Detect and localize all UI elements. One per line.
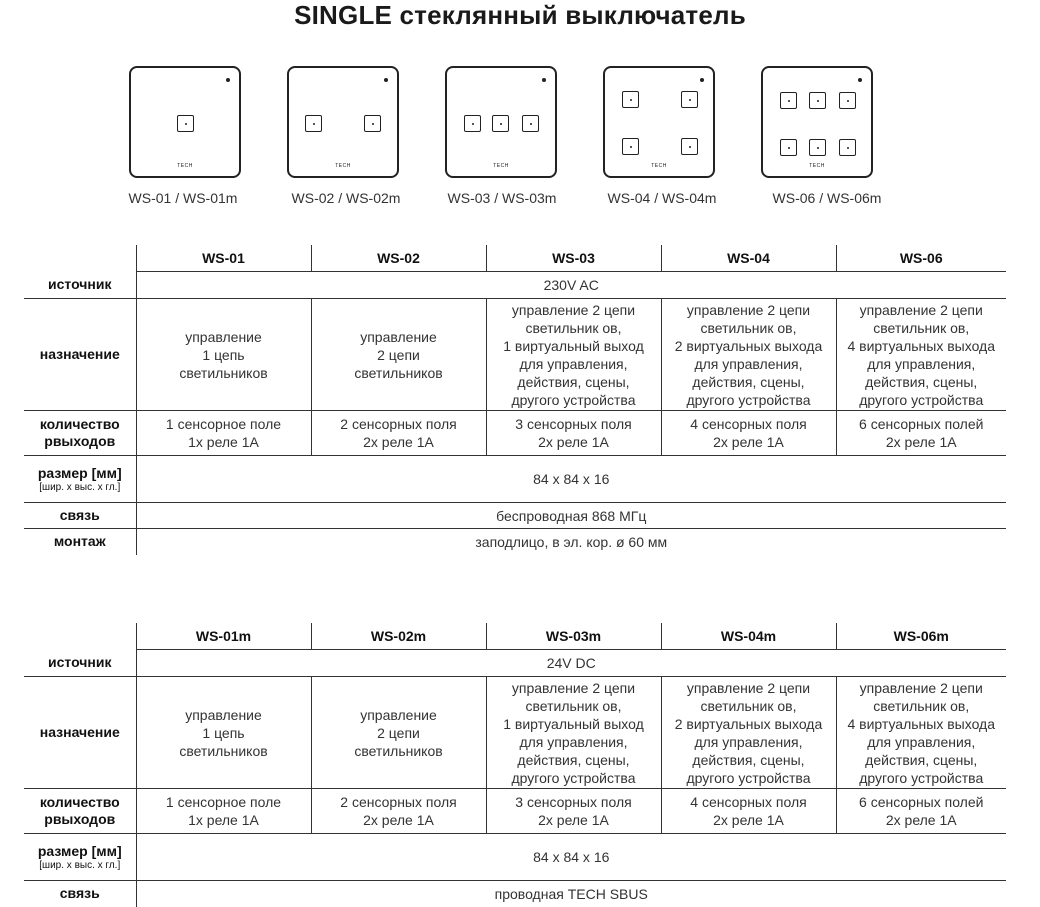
brand-logo: TECH	[493, 163, 509, 169]
indicator-led	[858, 78, 862, 82]
page-title: SINGLE стеклянный выключатель	[294, 0, 746, 30]
size-label: размер [мм]	[37, 842, 122, 859]
brand-logo: TECH	[335, 163, 351, 169]
column-header: WS-03	[486, 245, 661, 272]
touch-field-icon	[780, 139, 797, 156]
row-header-count: количество рвыходов	[24, 411, 136, 456]
row-header-link: связь	[59, 885, 100, 902]
touch-field-icon	[809, 92, 826, 109]
count-cell: 6 сенсорных полей 2x реле 1A	[836, 789, 1006, 834]
column-header: WS-02	[311, 245, 486, 272]
model-label: WS-04 / WS-04m	[607, 190, 717, 206]
indicator-led	[226, 78, 230, 82]
column-header: WS-01m	[136, 623, 311, 650]
switch-ws06-image	[761, 66, 873, 178]
row-header-purpose: назначение	[24, 677, 136, 789]
count-cell: 1 сенсорное поле 1x реле 1A	[136, 411, 311, 456]
row-header-source: источник	[24, 272, 136, 299]
purpose-cell: управление 2 цепи светильник ов, 2 виртуальных выхода для управления, действия, сцены, другого устройства	[661, 677, 836, 789]
row-header-purpose: назначение	[24, 299, 136, 411]
size-label: размер [мм]	[37, 464, 122, 481]
count-cell: 2 сенсорных поля 2x реле 1A	[311, 411, 486, 456]
indicator-led	[542, 78, 546, 82]
purpose-cell: управление 1 цепь светильников	[136, 299, 311, 411]
touch-field-icon	[522, 115, 539, 132]
touch-field-icon	[364, 115, 381, 132]
switch-ws01-image	[129, 66, 241, 178]
source-value: 230V AC	[136, 272, 1006, 299]
count-cell: 4 сенсорных поля 2x реле 1A	[661, 789, 836, 834]
row-header-mount: монтаж	[53, 533, 106, 550]
touch-field-icon	[305, 115, 322, 132]
size-value: 84 x 84 x 16	[136, 834, 1006, 881]
column-header: WS-04m	[661, 623, 836, 650]
switch-ws03-image	[445, 66, 557, 178]
link-value: проводная TECH SBUS	[136, 881, 1006, 907]
spec-table-wired	[24, 623, 1006, 907]
touch-field-icon	[622, 91, 639, 108]
purpose-cell: управление 2 цепи светильник ов, 4 виртуальных выхода для управления, действия, сцены, другого устройства	[836, 677, 1006, 789]
column-header: WS-01	[136, 245, 311, 272]
touch-field-icon	[681, 138, 698, 155]
purpose-cell: управление 2 цепи светильников	[311, 677, 486, 789]
brand-logo: TECH	[177, 163, 193, 169]
touch-field-icon	[839, 139, 856, 156]
switch-ws04-image	[603, 66, 715, 178]
purpose-cell: управление 2 цепи светильников	[311, 299, 486, 411]
size-sublabel: [шир. x выс. x гл.]	[39, 481, 121, 493]
row-header-size	[24, 456, 136, 503]
touch-field-icon	[681, 91, 698, 108]
spec-table-wireless	[24, 245, 1006, 555]
count-cell: 3 сенсорных поля 2x реле 1A	[486, 789, 661, 834]
touch-field-icon	[809, 139, 826, 156]
mount-value: заподлицо, в эл. кор. ø 60 мм	[136, 529, 1006, 555]
purpose-cell: управление 2 цепи светильник ов, 1 виртуальный выход для управления, действия, сцены, другого устройства	[486, 299, 661, 411]
count-cell: 1 сенсорное поле 1x реле 1A	[136, 789, 311, 834]
touch-field-icon	[492, 115, 509, 132]
model-label: WS-06 / WS-06m	[772, 190, 882, 206]
size-value: 84 x 84 x 16	[136, 456, 1006, 503]
indicator-led	[700, 78, 704, 82]
row-header-count: количество рвыходов	[24, 789, 136, 834]
brand-logo: TECH	[651, 163, 667, 169]
link-value: беспроводная 868 МГц	[136, 503, 1006, 529]
column-header: WS-04	[661, 245, 836, 272]
touch-field-icon	[464, 115, 481, 132]
column-header: WS-03m	[486, 623, 661, 650]
row-header-source: источник	[24, 650, 136, 677]
row-header-link: связь	[24, 503, 136, 529]
count-cell: 2 сенсорных поля 2x реле 1A	[311, 789, 486, 834]
row-header-size	[24, 834, 136, 881]
column-header: WS-02m	[311, 623, 486, 650]
count-cell: 6 сенсорных полей 2x реле 1A	[836, 411, 1006, 456]
purpose-cell: управление 2 цепи светильник ов, 4 виртуальных выхода для управления, действия, сцены, другого устройства	[836, 299, 1006, 411]
model-label: WS-02 / WS-02m	[291, 190, 401, 206]
size-sublabel: [шир. x выс. x гл.]	[39, 859, 121, 871]
switch-ws02-image	[287, 66, 399, 178]
purpose-cell: управление 2 цепи светильник ов, 2 виртуальных выхода для управления, действия, сцены, другого устройства	[661, 299, 836, 411]
touch-field-icon	[622, 138, 639, 155]
touch-field-icon	[780, 92, 797, 109]
model-label: WS-03 / WS-03m	[447, 190, 557, 206]
table-corner	[24, 245, 136, 272]
column-header: WS-06	[836, 245, 1006, 272]
touch-field-icon	[177, 115, 194, 132]
touch-field-icon	[839, 92, 856, 109]
brand-logo: TECH	[809, 163, 825, 169]
purpose-cell: управление 1 цепь светильников	[136, 677, 311, 789]
count-cell: 3 сенсорных поля 2x реле 1A	[486, 411, 661, 456]
count-cell: 4 сенсорных поля 2x реле 1A	[661, 411, 836, 456]
source-value: 24V DC	[136, 650, 1006, 677]
model-label: WS-01 / WS-01m	[128, 190, 238, 206]
column-header: WS-06m	[836, 623, 1006, 650]
purpose-cell: управление 2 цепи светильник ов, 1 виртуальный выход для управления, действия, сцены, другого устройства	[486, 677, 661, 789]
indicator-led	[384, 78, 388, 82]
table-corner	[24, 623, 136, 650]
